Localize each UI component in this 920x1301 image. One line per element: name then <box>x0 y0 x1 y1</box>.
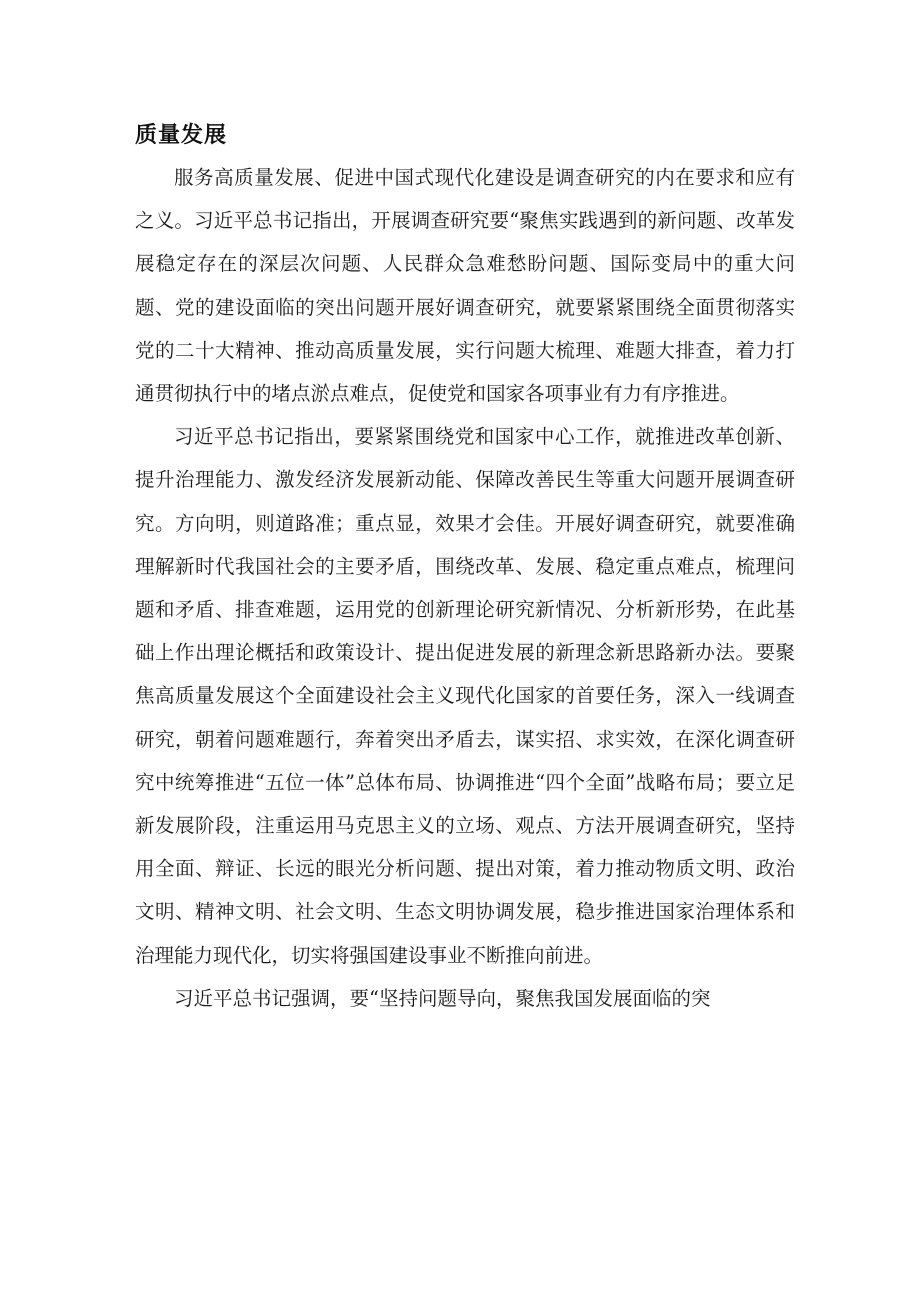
paragraph-3: 习近平总书记强调，要“坚持问题导向，聚焦我国发展面临的突 <box>174 986 711 1010</box>
body-text <box>135 156 795 1020</box>
section-heading: 质量发展 <box>135 123 228 148</box>
paragraph-1: 服务高质量发展、促进中国式现代化建设是调查研究的内在要求和应有之义。习近平总书记指出，开展调查研究要“聚焦实践遇到的新问题、改革发展稳定存在的深层次问题、人民群众急难愁盼问题、国际变局中的重大问题、党的建设面临的突出问题开展好调查研究，就要紧紧围绕全面贯彻落实党的二十大精神、推动高质量发展，实行问题大梳理、难题大排查，着力打通贯彻执行中的堵点淤点难点，促使党和国家各项事业有力有序推进。 <box>135 166 795 406</box>
paragraph-2: 习近平总书记指出，要紧紧围绕党和国家中心工作，就推进改革创新、提升治理能力、激发经济发展新动能、保障改善民生等重大问题开展调查研究。方向明，则道路准；重点显，效果才会佳。开展好调查研究，就要准确理解新时代我国社会的主要矛盾，围绕改革、发展、稳定重点难点，梳理问题和矛盾、排查难题，运用党的创新理论研究新情况、分析新形势，在此基础上作出理论概括和政策设计、提出促进发展的新理念新思路新办法。要聚焦高质量发展这个全面建设社会主义现代化国家的首要任务，深入一线调查研究，朝着问题难题行，奔着突出矛盾去，谋实招、求实效，在深化调查研究中统筹推进“五位一体”总体布局、协调推进“四个全面”战略布局；要立足新发展阶段，注重运用马克思主义的立场、观点、方法开展调查研究，坚持用全面、辩证、长远的眼光分析问题、提出对策，着力推动物质文明、政治文明、精神文明、社会文明、生态文明协调发展，稳步推进国家治理体系和治理能力现代化，切实将强国建设事业不断推向前进。 <box>135 425 795 967</box>
